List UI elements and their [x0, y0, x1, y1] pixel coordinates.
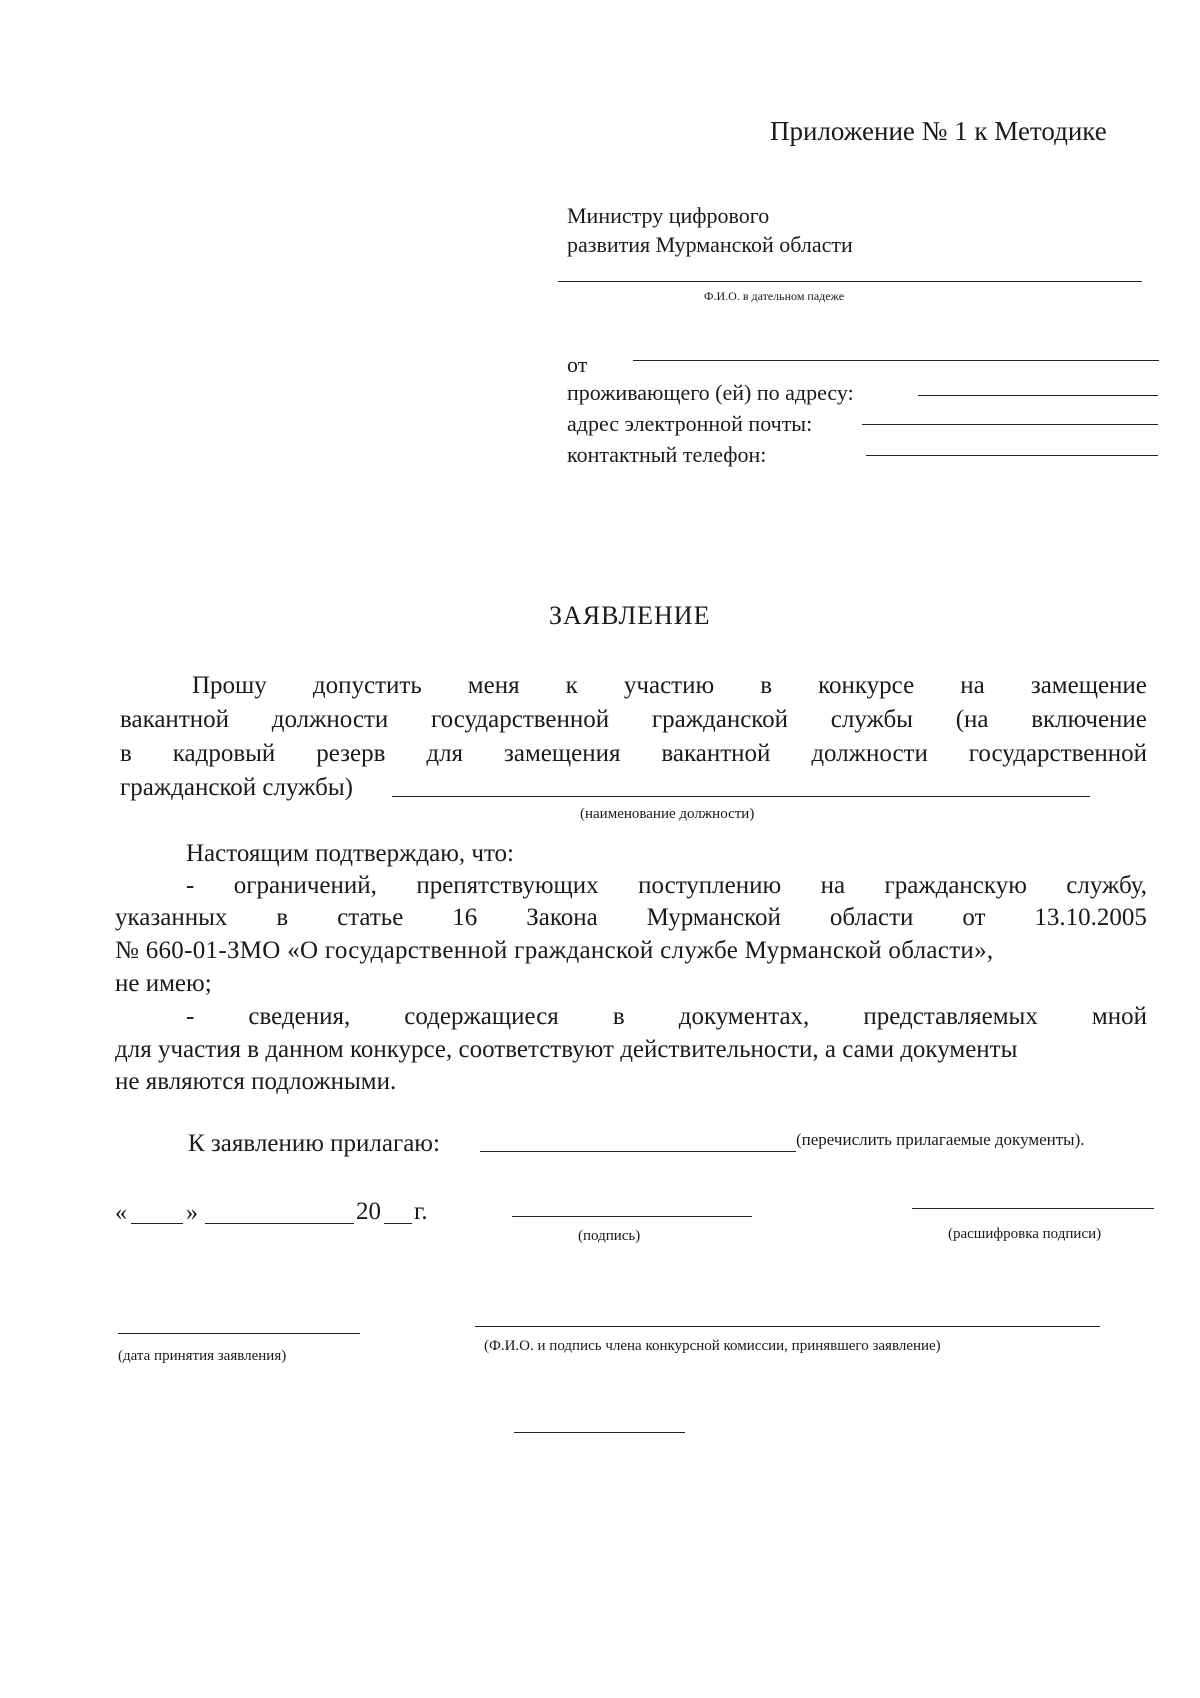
- word: резерв: [316, 740, 386, 767]
- word: указанных: [115, 904, 228, 931]
- word: на: [960, 672, 985, 699]
- phone-field-line[interactable]: [866, 455, 1158, 456]
- request-row-4: гражданской службы): [120, 774, 353, 801]
- word: государственной: [430, 706, 610, 733]
- word: поступлению: [638, 872, 782, 899]
- date-year-line[interactable]: [384, 1223, 412, 1224]
- signature-decoding-caption: (расшифровка подписи): [948, 1226, 1102, 1242]
- word: гражданскую: [884, 872, 1027, 899]
- word: к: [565, 672, 578, 699]
- word: -: [186, 872, 195, 899]
- word: 13.10.2005: [1034, 904, 1147, 931]
- word: документах,: [678, 1003, 810, 1030]
- word: Закона: [526, 904, 598, 931]
- word: сведения,: [248, 1003, 351, 1030]
- addressee-line-1: Министру цифрового: [567, 203, 770, 228]
- word: должности: [811, 740, 928, 767]
- word: Прошу: [192, 672, 267, 699]
- position-caption: (наименование должности): [580, 806, 755, 822]
- word: для: [426, 740, 464, 767]
- word: вакантной: [661, 740, 771, 767]
- confirm-p2-row-3: не являются подложными.: [115, 1068, 397, 1095]
- request-row-1: [192, 672, 1147, 700]
- word: замещение: [1030, 672, 1147, 699]
- word: конкурсе: [818, 672, 915, 699]
- word: 16: [452, 904, 478, 931]
- position-field-line[interactable]: [392, 796, 1090, 797]
- word: в: [760, 672, 773, 699]
- appendix-heading: Приложение № 1 к Методике: [770, 116, 1107, 146]
- word: на: [820, 872, 846, 899]
- word: препятствующих: [416, 872, 599, 899]
- email-field-line[interactable]: [862, 424, 1158, 425]
- word: участию: [623, 672, 715, 699]
- word: кадровый: [172, 740, 276, 767]
- word: в: [612, 1003, 625, 1030]
- from-field-line[interactable]: [633, 360, 1159, 361]
- confirm-p1-row-1: [186, 872, 1147, 900]
- request-row-2: [120, 706, 1147, 734]
- attachments-label: К заявлению прилагаю:: [188, 1130, 440, 1157]
- word: гражданской: [651, 706, 789, 733]
- signature-decoding-line[interactable]: [912, 1208, 1154, 1209]
- address-field-line[interactable]: [918, 395, 1158, 396]
- word: мной: [1091, 1003, 1147, 1030]
- addressee-fio-caption: Ф.И.О. в дательном падеже: [704, 289, 845, 303]
- word: от: [962, 904, 986, 931]
- word: (на: [955, 706, 989, 733]
- from-label: от: [567, 352, 588, 377]
- commission-member-line[interactable]: [475, 1326, 1100, 1327]
- confirm-p2-row-2: для участия в данном конкурсе, соответствуют действительности, а сами документы: [115, 1036, 1018, 1063]
- request-row-3: [120, 740, 1147, 768]
- address-label: проживающего (ей) по адресу:: [567, 380, 854, 405]
- word: службы: [830, 706, 913, 733]
- confirm-p1-row-4: не имею;: [115, 970, 212, 997]
- date-quote-open: «: [115, 1200, 127, 1226]
- date-day-line[interactable]: [131, 1223, 183, 1224]
- phone-label: контактный телефон:: [567, 442, 767, 467]
- word: ограничений,: [233, 872, 377, 899]
- date-month-line[interactable]: [205, 1223, 354, 1224]
- signature-caption: (подпись): [578, 1228, 641, 1244]
- word: государственной: [968, 740, 1147, 767]
- word: меня: [467, 672, 520, 699]
- signature-line[interactable]: [512, 1216, 752, 1217]
- document-title: ЗАЯВЛЕНИЕ: [549, 601, 711, 630]
- word: содержащиеся: [404, 1003, 559, 1030]
- word: Мурманской: [646, 904, 781, 931]
- word: в: [276, 904, 289, 931]
- date-year-suffix: г.: [414, 1198, 428, 1225]
- addressee-fio-line[interactable]: [558, 281, 1142, 282]
- commission-member-caption: (Ф.И.О. и подпись члена конкурсной комиссии, принявшего заявление): [484, 1338, 941, 1354]
- acceptance-date-line[interactable]: [118, 1333, 360, 1334]
- confirm-p1-row-2: [115, 904, 1147, 932]
- word: статье: [337, 904, 404, 931]
- email-label: адрес электронной почты:: [567, 411, 813, 436]
- acceptance-date-caption: (дата принятия заявления): [118, 1348, 287, 1364]
- word: области: [829, 904, 914, 931]
- date-year-prefix: 20: [356, 1198, 381, 1225]
- word: службу,: [1066, 872, 1147, 899]
- footer-divider: [514, 1432, 685, 1433]
- word: вакантной: [120, 706, 229, 733]
- word: должности: [271, 706, 389, 733]
- confirm-p2-row-1: [186, 1003, 1147, 1031]
- addressee-line-2: развития Мурманской области: [567, 232, 853, 257]
- word: допустить: [312, 672, 422, 699]
- confirm-intro: Настоящим подтверждаю, что:: [186, 840, 515, 867]
- word: в: [120, 740, 132, 767]
- confirm-p1-row-3: № 660-01-ЗМО «О государственной гражданской службе Мурманской области»,: [115, 937, 994, 964]
- word: включение: [1031, 706, 1147, 733]
- word: представляемых: [863, 1003, 1038, 1030]
- attachments-field-line[interactable]: [480, 1151, 796, 1152]
- attachments-caption: (перечислить прилагаемые документы).: [796, 1130, 1085, 1149]
- word: замещения: [503, 740, 621, 767]
- word: -: [186, 1003, 195, 1030]
- date-quote-close: »: [186, 1200, 198, 1226]
